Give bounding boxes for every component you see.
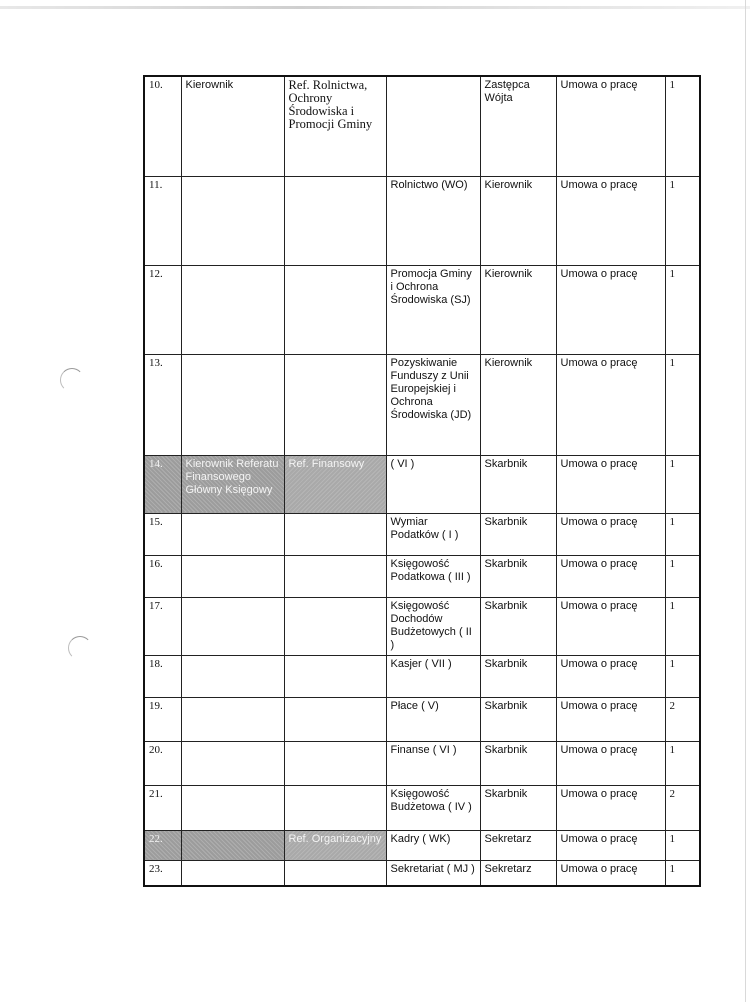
cell-count: 1 — [665, 354, 700, 455]
cell-post: Pozyskiwanie Funduszy z Unii Europejskiej i Ochrona Środowiska (JD) — [386, 354, 480, 455]
cell-post: Księgowość Podatkowa ( III ) — [386, 555, 480, 597]
cell-lp: 21. — [144, 785, 181, 830]
cell-superior: Skarbnik — [480, 655, 556, 697]
table-row — [144, 513, 700, 555]
cell-lp: 11. — [144, 176, 181, 265]
cell-position: Kierownik Referatu Finansowego Główny Księgowy — [181, 455, 284, 513]
table-row — [144, 860, 700, 886]
cell-unit — [284, 265, 386, 354]
cell-post: Kadry ( WK) — [386, 830, 480, 860]
page-edge — [745, 0, 746, 1002]
cell-unit — [284, 555, 386, 597]
cell-superior: Skarbnik — [480, 513, 556, 555]
table-row — [144, 176, 700, 265]
cell-superior: Skarbnik — [480, 741, 556, 785]
cell-lp: 19. — [144, 697, 181, 741]
cell-unit: Ref. Organizacyjny — [284, 830, 386, 860]
cell-contract: Umowa o pracę — [556, 555, 665, 597]
cell-post — [386, 76, 480, 176]
cell-contract: Umowa o pracę — [556, 455, 665, 513]
cell-count: 1 — [665, 741, 700, 785]
cell-unit — [284, 741, 386, 785]
cell-unit — [284, 655, 386, 697]
cell-count: 1 — [665, 76, 700, 176]
cell-count: 1 — [665, 655, 700, 697]
punch-hole-mark — [68, 636, 92, 660]
cell-superior: Zastępca Wójta — [480, 76, 556, 176]
cell-position — [181, 741, 284, 785]
cell-contract: Umowa o pracę — [556, 785, 665, 830]
cell-unit — [284, 176, 386, 265]
cell-position — [181, 513, 284, 555]
cell-contract: Umowa o pracę — [556, 697, 665, 741]
cell-superior: Kierownik — [480, 265, 556, 354]
table-row — [144, 655, 700, 697]
scan-artifact-line — [0, 6, 750, 9]
cell-position — [181, 265, 284, 354]
cell-contract: Umowa o pracę — [556, 513, 665, 555]
table-row — [144, 830, 700, 860]
cell-post: ( VI ) — [386, 455, 480, 513]
cell-position: Kierownik — [181, 76, 284, 176]
cell-contract: Umowa o pracę — [556, 354, 665, 455]
cell-superior: Skarbnik — [480, 455, 556, 513]
table-row — [144, 785, 700, 830]
cell-post: Promocja Gminy i Ochrona Środowiska (SJ) — [386, 265, 480, 354]
cell-superior: Skarbnik — [480, 697, 556, 741]
cell-post: Finanse ( VI ) — [386, 741, 480, 785]
cell-count: 1 — [665, 265, 700, 354]
cell-contract: Umowa o pracę — [556, 741, 665, 785]
cell-position — [181, 785, 284, 830]
cell-count: 2 — [665, 785, 700, 830]
table-row — [144, 265, 700, 354]
cell-position — [181, 860, 284, 886]
cell-count: 1 — [665, 555, 700, 597]
cell-contract: Umowa o pracę — [556, 655, 665, 697]
cell-superior: Skarbnik — [480, 555, 556, 597]
cell-contract: Umowa o pracę — [556, 597, 665, 655]
cell-position — [181, 176, 284, 265]
cell-lp: 15. — [144, 513, 181, 555]
cell-count: 1 — [665, 513, 700, 555]
cell-post: Księgowość Budżetowa ( IV ) — [386, 785, 480, 830]
cell-unit — [284, 597, 386, 655]
cell-position — [181, 830, 284, 860]
table-row — [144, 76, 700, 176]
cell-unit: Ref. Finansowy — [284, 455, 386, 513]
cell-lp: 12. — [144, 265, 181, 354]
cell-lp: 20. — [144, 741, 181, 785]
cell-contract: Umowa o pracę — [556, 265, 665, 354]
cell-count: 1 — [665, 176, 700, 265]
cell-post: Sekretariat ( MJ ) — [386, 860, 480, 886]
cell-unit — [284, 785, 386, 830]
cell-unit: Ref. Rolnictwa, Ochrony Środowiska i Promocji Gminy — [284, 76, 386, 176]
cell-post: Wymiar Podatków ( I ) — [386, 513, 480, 555]
cell-superior: Sekretarz — [480, 830, 556, 860]
cell-lp: 17. — [144, 597, 181, 655]
cell-contract: Umowa o pracę — [556, 176, 665, 265]
cell-lp: 16. — [144, 555, 181, 597]
cell-contract: Umowa o pracę — [556, 76, 665, 176]
cell-lp: 23. — [144, 860, 181, 886]
cell-lp: 13. — [144, 354, 181, 455]
cell-superior: Skarbnik — [480, 785, 556, 830]
staffing-table — [143, 75, 701, 887]
cell-count: 2 — [665, 697, 700, 741]
cell-count: 1 — [665, 455, 700, 513]
cell-superior: Skarbnik — [480, 597, 556, 655]
cell-count: 1 — [665, 830, 700, 860]
cell-lp: 22. — [144, 830, 181, 860]
cell-count: 1 — [665, 860, 700, 886]
cell-lp: 18. — [144, 655, 181, 697]
cell-contract: Umowa o pracę — [556, 830, 665, 860]
cell-post: Płace ( V) — [386, 697, 480, 741]
cell-position — [181, 354, 284, 455]
cell-lp: 10. — [144, 76, 181, 176]
cell-unit — [284, 354, 386, 455]
cell-unit — [284, 697, 386, 741]
table-row — [144, 555, 700, 597]
cell-lp: 14. — [144, 455, 181, 513]
cell-superior: Kierownik — [480, 176, 556, 265]
cell-position — [181, 597, 284, 655]
cell-position — [181, 555, 284, 597]
cell-position — [181, 655, 284, 697]
cell-count: 1 — [665, 597, 700, 655]
table-row — [144, 741, 700, 785]
cell-post: Kasjer ( VII ) — [386, 655, 480, 697]
cell-superior: Sekretarz — [480, 860, 556, 886]
cell-post: Rolnictwo (WO) — [386, 176, 480, 265]
table-row — [144, 455, 700, 513]
cell-superior: Kierownik — [480, 354, 556, 455]
cell-position — [181, 697, 284, 741]
punch-hole-mark — [60, 368, 84, 392]
table-row — [144, 697, 700, 741]
cell-unit — [284, 513, 386, 555]
cell-contract: Umowa o pracę — [556, 860, 665, 886]
table-row — [144, 597, 700, 655]
cell-unit — [284, 860, 386, 886]
table-row — [144, 354, 700, 455]
cell-post: Księgowość Dochodów Budżetowych ( II ) — [386, 597, 480, 655]
